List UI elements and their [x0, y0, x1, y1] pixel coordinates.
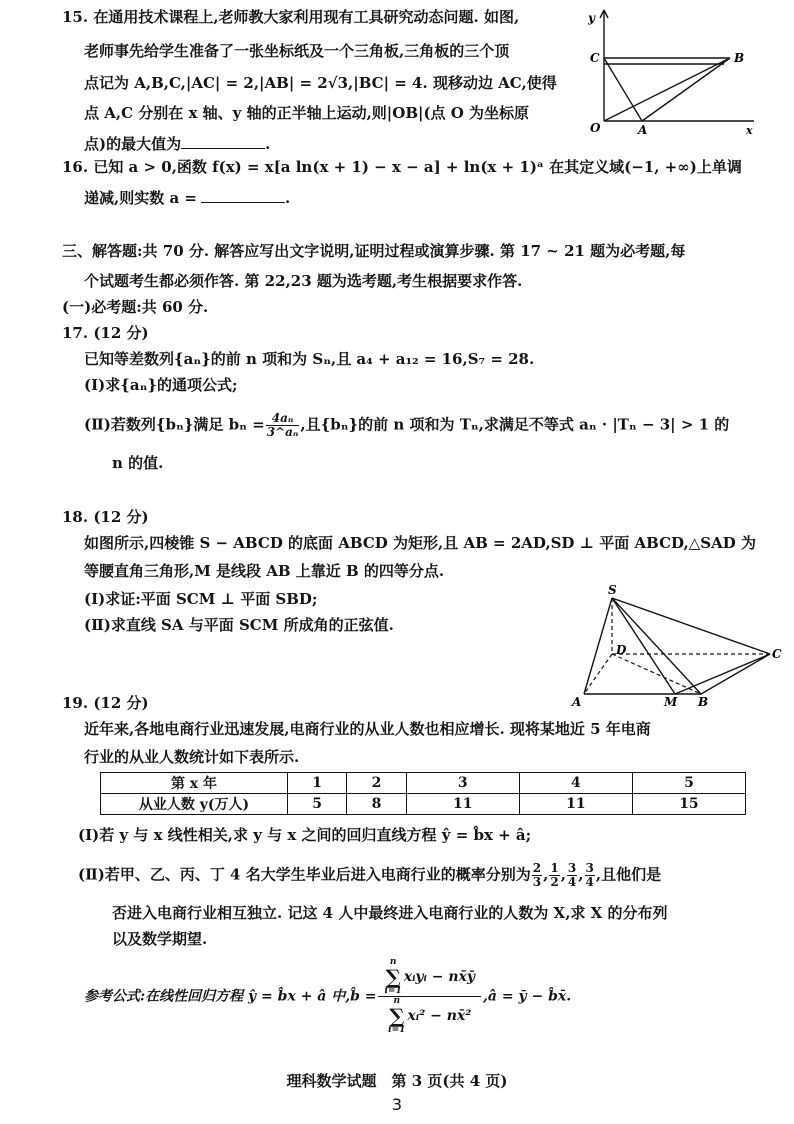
page-footer-title: 理科数学试题 第 3 页(共 4 页) — [286, 1072, 508, 1090]
q15-triangle-figure — [584, 6, 756, 136]
table-header-year: 第 x 年 — [101, 773, 288, 794]
q17-bn-fraction — [266, 412, 300, 439]
q17-part-2 — [84, 412, 729, 439]
formula-denominator — [378, 997, 481, 1035]
q15-line-2: 老师事先给学生准备了一张坐标纸及一个三角板,三角板的三个顶 — [84, 42, 510, 60]
q15-side-ab — [642, 58, 730, 121]
q17-part-2-tail: ,且{bₙ}的前 n 项和为 Tₙ,求满足不等式 aₙ · |Tₙ − 3| > 1 的 — [300, 415, 730, 434]
q17-bn-denominator: 3^aₙ — [266, 425, 299, 439]
sum-lower: i=1 — [388, 1025, 406, 1035]
table-cell: 11 — [406, 794, 519, 815]
q18-edge-sc — [612, 598, 770, 654]
table-cell: 3 — [406, 773, 519, 794]
q19-prob-1 — [532, 862, 542, 889]
prob-denominator: 3 — [532, 875, 542, 889]
sigma-symbol: n ∑ i=1 — [388, 996, 406, 1035]
page-number: 3 — [391, 1095, 403, 1114]
q15-line-3: 点记为 A,B,C,|AC| = 2,|AB| = 2√3,|BC| = 4. 现移动边 AC,使得 — [84, 74, 557, 92]
prob-denominator: 4 — [567, 875, 577, 889]
q17-heading: 17. (12 分) — [62, 324, 149, 342]
section-3-intro-2: 个试题考生都必须作答. 第 22,23 题为选考题,考生根据要求作答. — [84, 272, 523, 290]
q17-part-2-end: n 的值. — [112, 454, 164, 472]
q15-answer-blank — [181, 132, 265, 149]
q19-part-2-lead: (Ⅱ)若甲、乙、丙、丁 4 名大学生毕业后进入电商行业的概率分别为 — [78, 865, 531, 884]
q19-part-1: (Ⅰ)若 y 与 x 线性相关,求 y 与 x 之间的回归直线方程 ŷ = b̂x + â; — [78, 826, 532, 844]
sigma-symbol: n ∑ i=1 — [384, 957, 402, 996]
q18-label-b: B — [698, 695, 709, 709]
formula-numerator-expr: xᵢyᵢ − nx̄ȳ — [403, 969, 476, 985]
q17-stem: 已知等差数列{aₙ}的前 n 项和为 Sₙ,且 a₄ + a₁₂ = 16,S₇ = 28. — [84, 350, 535, 368]
q18-part-1: (Ⅰ)求证:平面 SCM ⊥ 平面 SBD; — [84, 590, 318, 608]
q19-prob-4 — [585, 862, 595, 889]
section-3-subheading: (一)必考题:共 60 分. — [62, 298, 209, 316]
q15-line-5-text: 点)的最大值为 — [84, 135, 182, 153]
q19-heading: 19. (12 分) — [62, 694, 149, 712]
q19-part-2-line-3: 以及数学期望. — [112, 930, 208, 948]
prob-numerator: 2 — [532, 861, 542, 875]
q15-label-a: A — [638, 123, 648, 136]
q19-part-2-tail: ,且他们是 — [595, 865, 662, 884]
formula-b-hat-fraction — [378, 958, 481, 1035]
q16-line-2-text: 递减,则实数 a = — [84, 189, 197, 207]
q18-segment-mc — [675, 654, 770, 694]
table-cell: 1 — [288, 773, 347, 794]
q19-reference-formula — [84, 958, 571, 1035]
q19-stem-1: 近年来,各地电商行业迅速发展,电商行业的从业人数也相应增长. 现将某地近 5 年电商 — [84, 720, 651, 738]
q17-bn-numerator: 4aₙ — [266, 412, 300, 426]
prob-numerator: 3 — [567, 861, 577, 875]
q19-part-2-line-2: 否进入电商行业相互独立. 记这 4 人中最终进入电商行业的人数为 X,求 X 的分布列 — [112, 904, 668, 922]
q18-stem-1: 如图所示,四棱锥 S − ABCD 的底面 ABCD 为矩形,且 AB = 2AD,SD ⊥ 平面 ABCD,△SAD 为 — [84, 534, 756, 552]
q15-label-b: B — [734, 51, 745, 65]
table-row — [101, 794, 746, 815]
q19-part-2: (Ⅱ)若甲、乙、丙、丁 4 名大学生毕业后进入电商行业的概率分别为 $\frac{2}{3}$ , $\frac{1}{2}$ , $\frac{3}{4}$ , $\frac{3}{4}$ ,且他们是 — [78, 861, 662, 889]
table-cell: 2 — [347, 773, 406, 794]
q15-label-y: y — [588, 11, 595, 25]
q18-part-2: (Ⅱ)求直线 SA 与平面 SCM 所成角的正弦值. — [84, 616, 394, 634]
q16-answer-blank — [201, 186, 285, 203]
q18-pyramid-figure — [564, 580, 786, 710]
q16-line-1: 16. 已知 a > 0,函数 f(x) = x[a ln(x + 1) − x − a] + ln(x + 1)ᵃ 在其定义域(−1, +∞)上单调 — [62, 158, 742, 176]
q18-heading: 18. (12 分) — [62, 508, 149, 526]
table-cell: 8 — [347, 794, 406, 815]
q18-label-d: D — [616, 643, 627, 657]
prob-denominator: 4 — [585, 875, 594, 889]
q19-prob-2 — [549, 862, 559, 889]
prob-numerator: 3 — [585, 861, 594, 875]
q18-edge-da — [584, 654, 612, 694]
q18-label-c: C — [772, 647, 782, 661]
sum-upper: n — [393, 996, 401, 1006]
q17-part-1: (Ⅰ)求{aₙ}的通项公式; — [84, 376, 238, 394]
q18-stem-2: 等腰直角三角形,M 是线段 AB 上靠近 B 的四等分点. — [84, 562, 445, 580]
q19-prob-3 — [567, 862, 577, 889]
q15-label-o: O — [590, 121, 601, 135]
formula-numerator — [378, 958, 481, 997]
table-row — [101, 773, 746, 794]
sum-lower: i=1 — [384, 986, 402, 996]
table-cell: 4 — [519, 773, 632, 794]
q18-label-a: A — [572, 695, 582, 709]
formula-lead: 参考公式:在线性回归方程 ŷ = b̂x + â 中,b̂ = — [84, 988, 377, 1005]
prob-numerator: 1 — [550, 861, 559, 875]
section-3-intro-1: 三、解答题:共 70 分. 解答应写出文字说明,证明过程或演算步骤. 第 17 ~ 21 题为必考题,每 — [62, 242, 686, 260]
table-header-workers: 从业人数 y(万人) — [101, 794, 288, 815]
table-cell: 5 — [288, 794, 347, 815]
q18-edge-bc — [701, 654, 770, 694]
sum-upper: n — [389, 957, 397, 967]
table-cell: 11 — [519, 794, 632, 815]
formula-tail: ,â = ȳ − b̂x̄. — [483, 988, 572, 1005]
q15-line-4: 点 A,C 分别在 x 轴、y 轴的正半轴上运动,则|OB|(点 O 为坐标原 — [84, 104, 530, 122]
q17-part-2-lead: (Ⅱ)若数列{bₙ}满足 bₙ = — [84, 415, 265, 434]
prob-denominator: 2 — [550, 875, 559, 889]
q18-label-m: M — [664, 695, 678, 709]
q18-edge-sa — [584, 598, 612, 694]
q16-line-2: 递减,则实数 a = . — [84, 186, 290, 209]
q15-label-x: x — [746, 124, 753, 136]
formula-denominator-expr: xᵢ² − nx̄² — [407, 1008, 472, 1024]
q15-label-c: C — [590, 51, 600, 65]
table-cell: 15 — [632, 794, 745, 815]
q15-line-5: 点)的最大值为 . — [84, 132, 270, 155]
q19-stem-2: 行业的从业人数统计如下表所示. — [84, 748, 300, 766]
q18-label-s: S — [608, 583, 617, 597]
q19-data-table — [100, 772, 746, 815]
q15-line-1: 15. 在通用技术课程上,老师教大家利用现有工具研究动态问题. 如图, — [62, 8, 520, 26]
table-cell: 5 — [632, 773, 745, 794]
